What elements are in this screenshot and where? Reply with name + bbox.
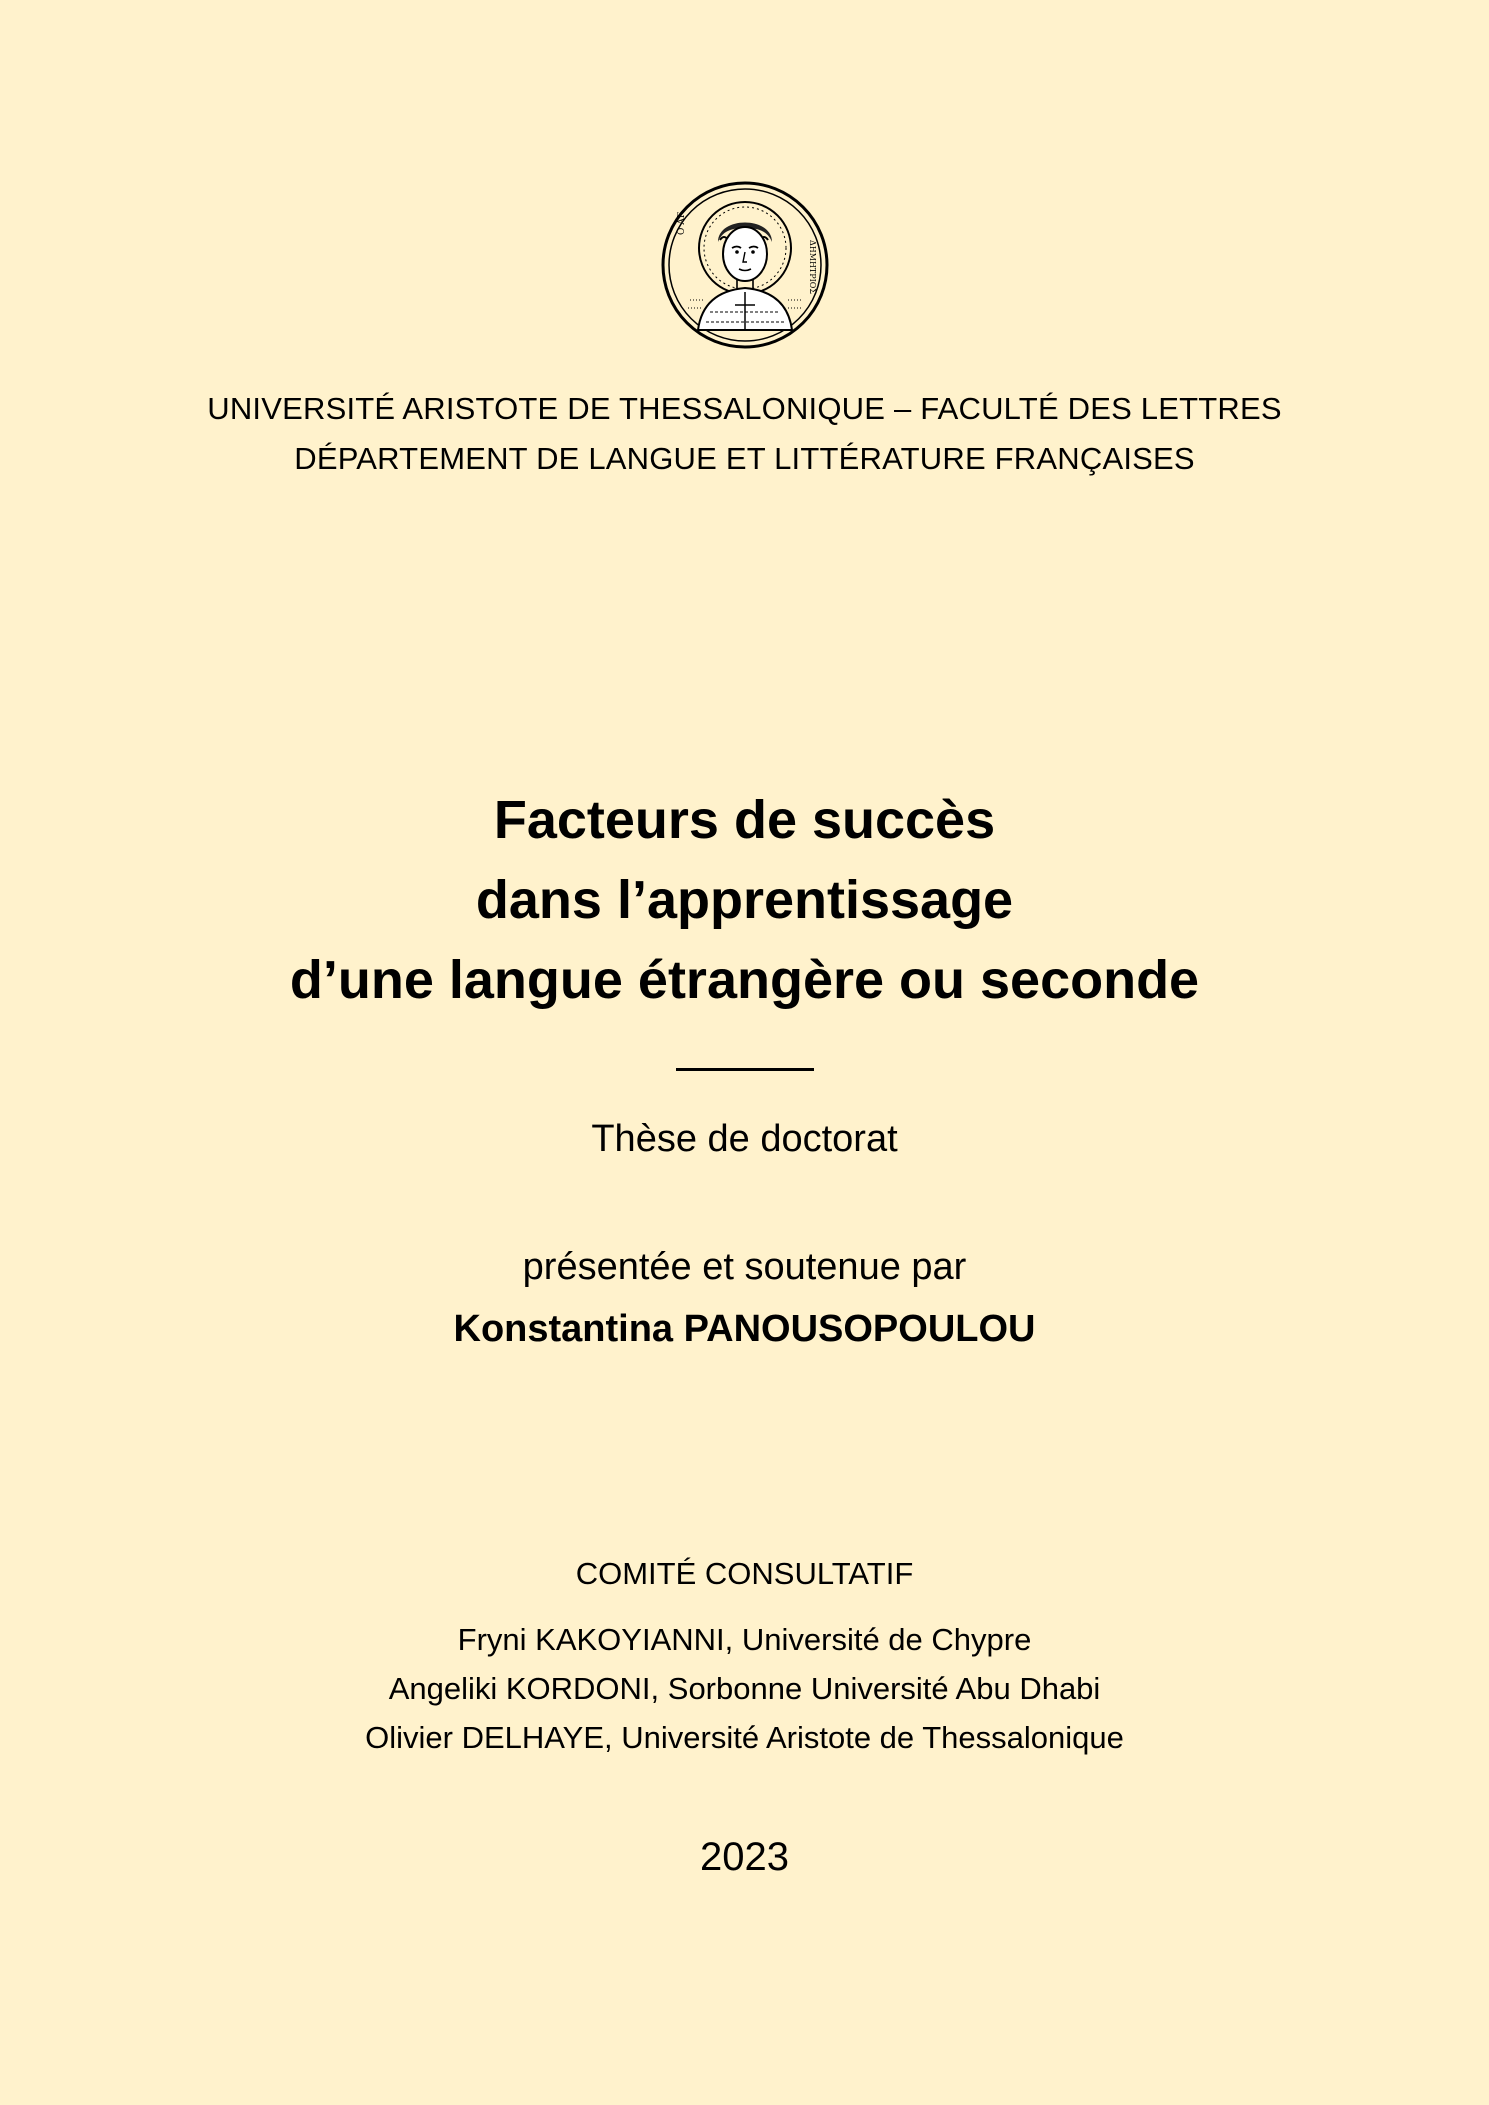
committee-member: Angeliki KORDONI, Sorbonne Université Abu Dhabi [388, 1671, 1101, 1706]
committee-heading: COMITÉ CONSULTATIF [575, 1556, 914, 1591]
author-name: Konstantina PANOUSOPOULOU [453, 1308, 1036, 1350]
seal-right-inscription: ΔΗΜΗΤΡΙΟΣ [808, 240, 817, 295]
committee-member: Olivier DELHAYE, Université Aristote de Thessalonique [365, 1720, 1124, 1755]
institution-header [0, 384, 1489, 484]
institution-line-1: UNIVERSITÉ ARISTOTE DE THESSALONIQUE – FACULTÉ DES LETTRES [207, 391, 1282, 426]
university-seal-icon [660, 180, 830, 350]
title-divider [676, 1068, 814, 1071]
title-line-2: dans l’apprentissage [475, 870, 1014, 930]
title-line-1: Facteurs de succès [493, 790, 996, 850]
title-line-3: d’une langue étrangère ou seconde [289, 950, 1200, 1010]
institution-line-2: DÉPARTEMENT DE LANGUE ET LITTÉRATURE FRANÇAISES [294, 441, 1195, 476]
thesis-title [0, 780, 1489, 1020]
committee-list [0, 1615, 1489, 1762]
presented-by-label: présentée et soutenue par [522, 1246, 967, 1288]
committee-member: Fryni KAKOYIANNI, Université de Chypre [457, 1622, 1032, 1657]
seal-left-inscription: Ο ΑΓ [677, 212, 687, 235]
year: 2023 [700, 1835, 789, 1879]
thesis-type: Thèse de doctorat [591, 1118, 898, 1160]
